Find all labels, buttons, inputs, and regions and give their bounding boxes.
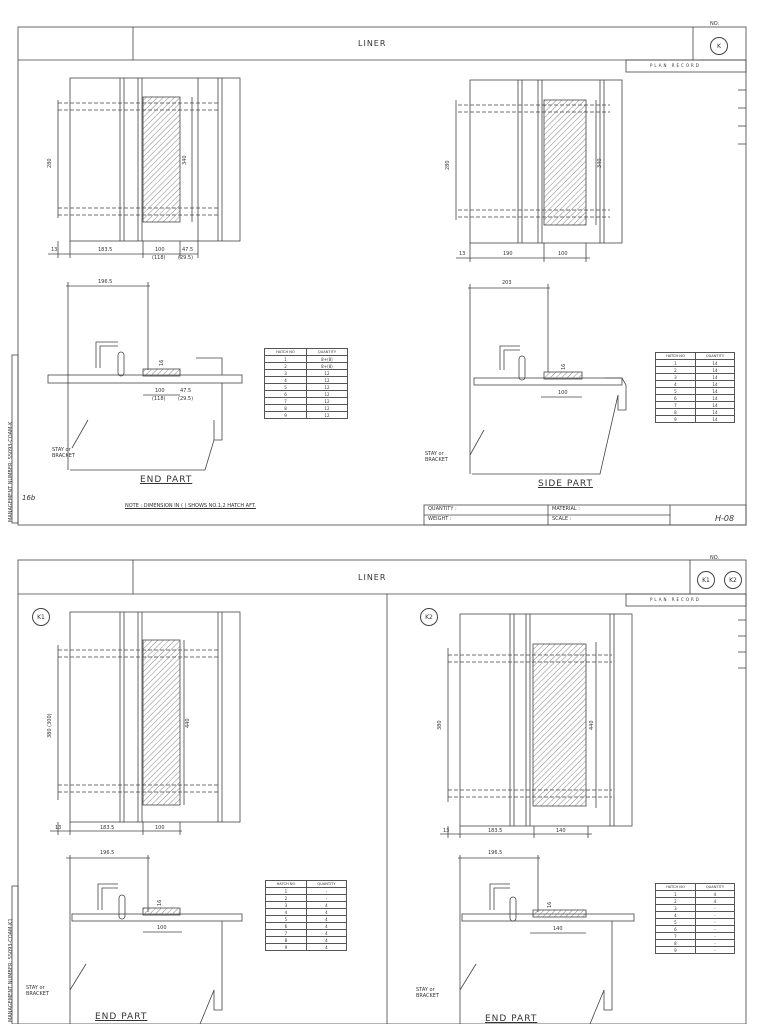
table-cell: 6	[265, 391, 307, 398]
table-row	[266, 923, 347, 930]
table-cell: 7	[656, 933, 696, 940]
view-badge-k1: K1	[32, 608, 50, 626]
table-row	[656, 402, 735, 409]
stay-label: STAY or	[52, 447, 71, 453]
dim-thickness: 16	[159, 359, 165, 366]
bracket-label: BRACKET	[26, 991, 50, 997]
table-row	[265, 412, 348, 419]
dim-13: 13	[55, 825, 62, 831]
bracket-label: BRACKET	[425, 457, 449, 463]
table-row	[266, 895, 347, 902]
table-row	[656, 360, 735, 367]
table-cell: -	[306, 888, 346, 895]
table-cell: 5	[265, 384, 307, 391]
table-row	[656, 891, 735, 898]
table-cell: 6	[656, 395, 696, 402]
table-cell: 14	[695, 367, 734, 374]
stay-label: STAY or	[416, 987, 435, 993]
table-cell: 4	[306, 944, 346, 951]
dim-100: 100	[157, 925, 167, 931]
table-cell: 12	[306, 405, 347, 412]
table-cell: -	[695, 947, 734, 954]
table-row	[656, 947, 735, 954]
hatch-quantity-table	[264, 348, 348, 419]
sheet1-title: LINER	[358, 39, 387, 48]
dim-thickness: 16	[561, 363, 567, 370]
dim-height-left: 380	[437, 720, 443, 730]
table-cell: 3	[266, 902, 307, 909]
table-cell: 14	[695, 381, 734, 388]
table-cell: 5	[656, 919, 696, 926]
table-cell: 4	[266, 909, 307, 916]
table-cell: -	[695, 912, 734, 919]
table-row	[265, 391, 348, 398]
sheet1-code-badge: K	[710, 37, 728, 55]
sheet1-margin-mark: 16b	[22, 494, 36, 502]
dim-height-right: 340	[182, 155, 188, 165]
dim-190: 190	[503, 251, 513, 257]
table-header-cell: QUANTITY	[695, 884, 734, 891]
dim-29-5: (29.5)	[178, 396, 194, 402]
table-cell: 12	[306, 370, 347, 377]
dim-196-5: 196.5	[100, 850, 115, 856]
table-cell: -	[306, 895, 346, 902]
table-header-cell: HATCH NO	[656, 884, 696, 891]
table-cell: 7	[266, 930, 307, 937]
table-row	[656, 912, 735, 919]
table-header-row	[265, 349, 348, 356]
table-row	[656, 919, 735, 926]
hatch-quantity-table	[265, 880, 347, 951]
table-cell: 1	[266, 888, 307, 895]
table-cell: 14	[695, 402, 734, 409]
hatch-quantity-table	[655, 352, 735, 423]
drawing-number: H-08	[715, 514, 735, 523]
side-part-label: SIDE PART	[538, 479, 593, 489]
table-cell: -	[695, 940, 734, 947]
table-cell: 4	[306, 909, 346, 916]
table-cell: 6	[266, 923, 307, 930]
table-cell: 12	[306, 391, 347, 398]
end-part-label: END PART	[140, 475, 193, 485]
table-header-cell: QUANTITY	[306, 349, 347, 356]
dim-29-5: (29.5)	[178, 255, 194, 261]
dim-140: 140	[553, 926, 563, 932]
table-row	[266, 888, 347, 895]
dim-100: 100	[155, 825, 165, 831]
bracket-label: BRACKET	[416, 993, 440, 999]
table-cell: 8	[266, 937, 307, 944]
dim-height-left: 280	[445, 160, 451, 170]
table-cell: 9	[266, 944, 307, 951]
table-cell: 12	[306, 412, 347, 419]
table-row	[265, 356, 348, 363]
dim-203: 203	[502, 280, 512, 286]
table-cell: 1	[656, 891, 696, 898]
dim-183-5: 183.5	[98, 247, 113, 253]
table-cell: 12	[306, 398, 347, 405]
table-row	[266, 937, 347, 944]
table-row	[266, 916, 347, 923]
hatch-quantity-table	[655, 883, 735, 954]
table-cell: 12	[306, 377, 347, 384]
table-cell: 4	[306, 916, 346, 923]
sheet1-no-label: NO.	[710, 21, 720, 27]
table-cell: 4	[306, 937, 346, 944]
table-row	[656, 905, 735, 912]
dim-183-5: 183.5	[100, 825, 115, 831]
table-cell: 3	[656, 905, 696, 912]
table-cell: 4	[656, 381, 696, 388]
table-cell: 8+(8)	[306, 356, 347, 363]
table-cell: 4	[306, 923, 346, 930]
table-cell: 5	[266, 916, 307, 923]
table-row	[265, 398, 348, 405]
dim-100: 100	[155, 247, 165, 253]
table-row	[656, 940, 735, 947]
table-cell: 3	[656, 374, 696, 381]
table-row	[656, 367, 735, 374]
table-row	[656, 395, 735, 402]
table-cell: 5	[656, 388, 696, 395]
table-header-cell: QUANTITY	[695, 353, 734, 360]
table-cell: 1	[656, 360, 696, 367]
table-row	[265, 363, 348, 370]
table-cell: 2	[265, 363, 307, 370]
dim-100: 100	[155, 388, 165, 394]
table-cell: -	[695, 933, 734, 940]
dim-196-5: 196.5	[488, 850, 503, 856]
dim-height-left: 280	[47, 158, 53, 168]
dimension-note: NOTE : DIMENSION IN ( ) SHOWS NO.1,2 HATCH AFT.	[125, 503, 256, 509]
table-cell: -	[695, 905, 734, 912]
sheet2-management-number: MANAGEMENT NUMBER: SS093-COAM-K1	[8, 918, 14, 1022]
stay-label: STAY or	[26, 985, 45, 991]
table-header-row	[266, 881, 347, 888]
table-cell: 7	[656, 402, 696, 409]
sheet2-plan-record: PLAN RECORD	[650, 597, 701, 602]
material-field-label: MATERIAL :	[552, 506, 580, 512]
table-cell: 14	[695, 416, 734, 423]
table-cell: 1	[265, 356, 307, 363]
table-row	[265, 384, 348, 391]
dim-118: (118)	[152, 255, 166, 261]
table-cell: 2	[266, 895, 307, 902]
table-cell: 4	[695, 898, 734, 905]
end-part-label: END PART	[95, 1012, 148, 1022]
dim-13: 13	[459, 251, 466, 257]
table-row	[265, 405, 348, 412]
table-cell: -	[695, 919, 734, 926]
dim-196-5: 196.5	[98, 279, 113, 285]
table-row	[265, 370, 348, 377]
table-cell: -	[695, 926, 734, 933]
table-row	[656, 381, 735, 388]
bracket-label: BRACKET	[52, 453, 76, 459]
table-row	[656, 416, 735, 423]
dim-thickness: 16	[547, 901, 553, 908]
dim-100: 100	[558, 251, 568, 257]
stay-label: STAY or	[425, 451, 444, 457]
table-header-cell: QUANTITY	[306, 881, 346, 888]
weight-field-label: WEIGHT :	[428, 516, 452, 522]
table-cell: 2	[656, 367, 696, 374]
dim-height-right: 440	[185, 718, 191, 728]
table-header-row	[656, 884, 735, 891]
table-row	[656, 926, 735, 933]
view-badge-k2: K2	[420, 608, 438, 626]
table-cell: 14	[695, 374, 734, 381]
table-row	[656, 409, 735, 416]
table-row	[266, 909, 347, 916]
table-row	[266, 902, 347, 909]
table-row	[656, 374, 735, 381]
sheet2-title: LINER	[358, 573, 387, 582]
dim-height-left: 380 (300)	[47, 713, 53, 738]
sheet2-no-label: NO.	[710, 555, 720, 561]
dim-47-5: 47.5	[180, 388, 192, 394]
table-header-cell: HATCH NO	[266, 881, 307, 888]
table-header-cell: HATCH NO	[656, 353, 696, 360]
table-row	[265, 377, 348, 384]
table-row	[656, 933, 735, 940]
scale-field-label: SCALE :	[552, 516, 572, 522]
table-header-cell: HATCH NO	[265, 349, 307, 356]
table-cell: 4	[656, 912, 696, 919]
dim-100: 100	[558, 390, 568, 396]
table-cell: 9	[656, 416, 696, 423]
dim-thickness: 16	[157, 899, 163, 906]
quantity-field-label: QUANTITY :	[428, 506, 457, 512]
table-cell: 8	[656, 940, 696, 947]
dim-140: 140	[556, 828, 566, 834]
dim-47-5: 47.5	[182, 247, 194, 253]
dim-118: (118)	[152, 396, 166, 402]
table-cell: 3	[265, 370, 307, 377]
table-cell: 9	[656, 947, 696, 954]
table-cell: 7	[265, 398, 307, 405]
dim-height-right: 440	[589, 720, 595, 730]
end-part-label: END PART	[485, 1014, 538, 1024]
table-cell: 4	[695, 891, 734, 898]
dim-13: 13	[51, 247, 58, 253]
table-cell: 8+(8)	[306, 363, 347, 370]
table-row	[266, 944, 347, 951]
dim-13: 13	[443, 828, 450, 834]
table-header-row	[656, 353, 735, 360]
table-cell: 4	[306, 902, 346, 909]
dim-height-right: 340	[597, 158, 603, 168]
table-cell: 12	[306, 384, 347, 391]
table-cell: 14	[695, 360, 734, 367]
table-cell: 2	[656, 898, 696, 905]
table-row	[266, 930, 347, 937]
table-cell: 8	[265, 405, 307, 412]
sheet2-code-badge-k2: K2	[724, 571, 742, 589]
table-cell: 6	[656, 926, 696, 933]
table-cell: 14	[695, 395, 734, 402]
table-cell: 14	[695, 409, 734, 416]
table-row	[656, 898, 735, 905]
sheet1-management-number: MANAGEMENT NUMBER: SS093-COAM-K	[8, 421, 14, 522]
table-cell: 4	[265, 377, 307, 384]
table-cell: 8	[656, 409, 696, 416]
table-cell: 4	[306, 930, 346, 937]
sheet2-code-badge-k1: K1	[697, 571, 715, 589]
dim-183-5: 183.5	[488, 828, 503, 834]
table-cell: 9	[265, 412, 307, 419]
table-cell: 14	[695, 388, 734, 395]
sheet1-plan-record: PLAN RECORD	[650, 63, 701, 68]
table-row	[656, 388, 735, 395]
